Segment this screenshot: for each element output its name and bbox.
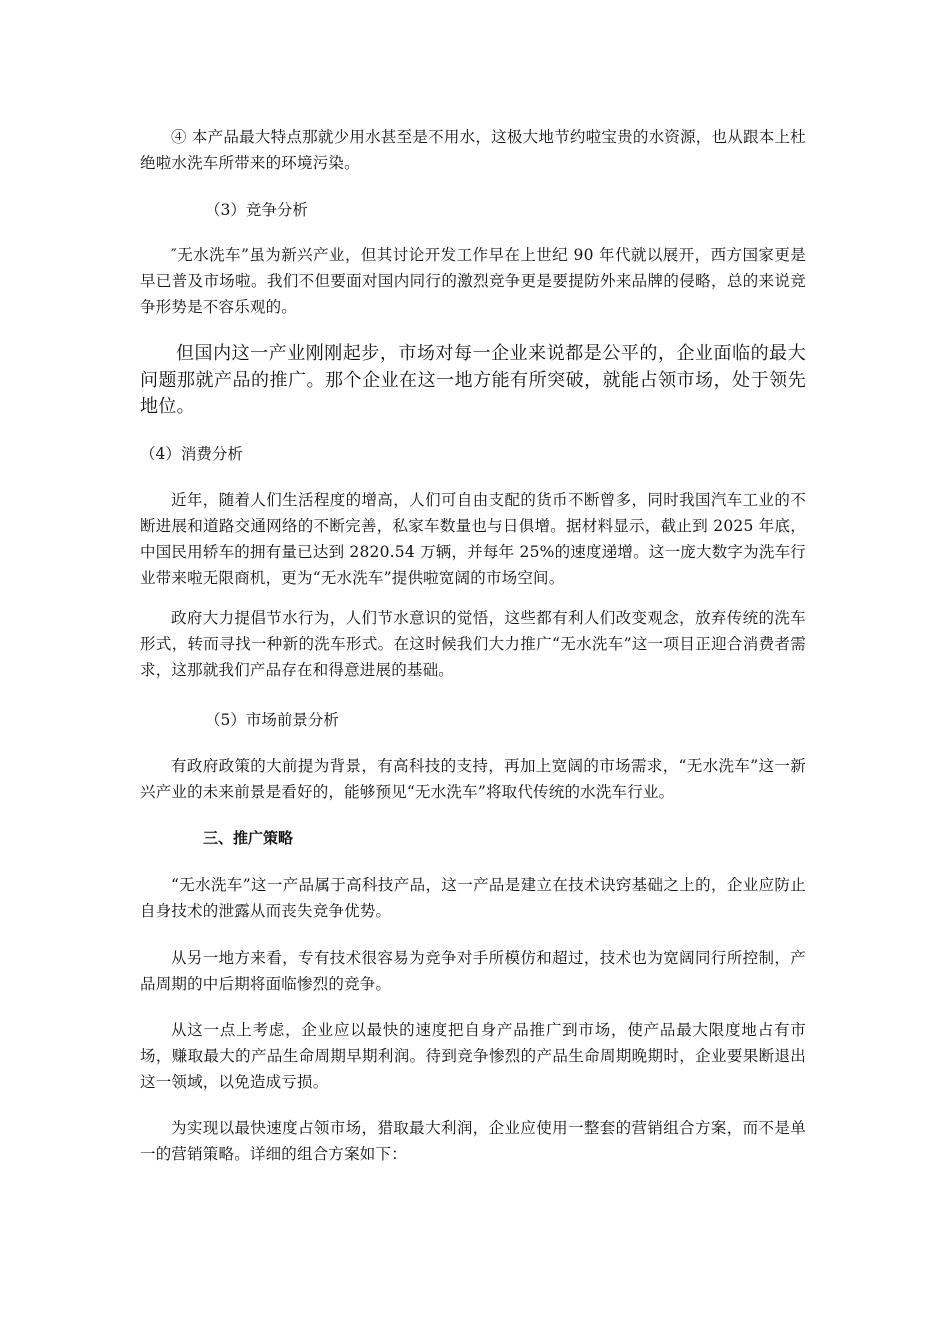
paragraph-strategy-1: “无水洗车”这一产品属于高科技产品，这一产品是建立在技术诀窍基础之上的，企业应防止自身技术的泄露从而丧失竞争优势。: [140, 876, 806, 920]
paragraph-strategy-2: 从另一地方来看，专有技术很容易为竞争对手所模仿和超过，技术也为宽阔同行所控制，产品周期的中后期将面临惨烈的竞争。: [140, 949, 806, 993]
section-heading-prospect: （5）市场前景分析: [205, 711, 339, 729]
paragraph-strategy-3: 从这一点上考虑，企业应以最快的速度把自身产品推广到市场，使产品最大限度地占有市场，赚取最大的产品生命周期早期利润。待到竞争惨烈的产品生命周期晚期时，企业要果断退出这一领域，以免造成亏损。: [140, 1021, 806, 1091]
paragraph-feature-4: ④ 本产品最大特点那就少用水甚至是不用水，这极大地节约啦宝贵的水资源，也从跟本上杜绝啦水洗车所带来的环境污染。: [140, 128, 806, 172]
section-heading-competition: （3）竞争分析: [205, 201, 308, 219]
paragraph-consumption-1: 近年，随着人们生活程度的增高，人们可自由支配的货币不断曾多，同时我国汽车工业的不断进展和道路交通网络的不断完善，私家车数量也与日俱增。据材料显示，截止到 2025 年底，中国民用轿车的拥有量已达到 2820.54 万辆，并每年 25%的速度递增。这一庞大数字为洗车行业带来啦无限商机，更为“无水洗车”提供啦宽阔的市场空间。: [140, 491, 806, 587]
paragraph-strategy-4: 为实现以最快速度占领市场，猎取最大利润，企业应使用一整套的营销组合方案，而不是单一的营销策略。详细的组合方案如下：: [140, 1119, 806, 1163]
section-heading-strategy: 三、推广策略: [203, 829, 294, 847]
paragraph-competition-2: 但国内这一产业刚刚起步，市场对每一企业来说都是公平的，企业面临的最大问题那就产品的推广。那个企业在这一地方能有所突破，就能占领市场，处于领先地位。: [140, 343, 806, 417]
paragraph-consumption-2: 政府大力提倡节水行为，人们节水意识的觉悟，这些都有利人们改变观念，放弃传统的洗车形式，转而寻找一种新的洗车形式。在这时候我们大力推广“无水洗车”这一项目正迎合消费者需求，这那就我们产品存在和得意进展的基础。: [140, 609, 806, 679]
paragraph-prospect: 有政府政策的大前提为背景，有高科技的支持，再加上宽阔的市场需求，“无水洗车”这一新兴产业的未来前景是看好的，能够预见“无水洗车”将取代传统的水洗车行业。: [140, 757, 806, 801]
paragraph-competition-1: ″无水洗车”虽为新兴产业，但其讨论开发工作早在上世纪 90 年代就以展开，西方国家更是早已普及市场啦。我们不但要面对国内同行的激烈竞争更是要提防外来品牌的侵略，总的来说竞争形势是不容乐观的。: [140, 246, 806, 316]
section-heading-consumption: （4）消费分析: [140, 445, 243, 463]
